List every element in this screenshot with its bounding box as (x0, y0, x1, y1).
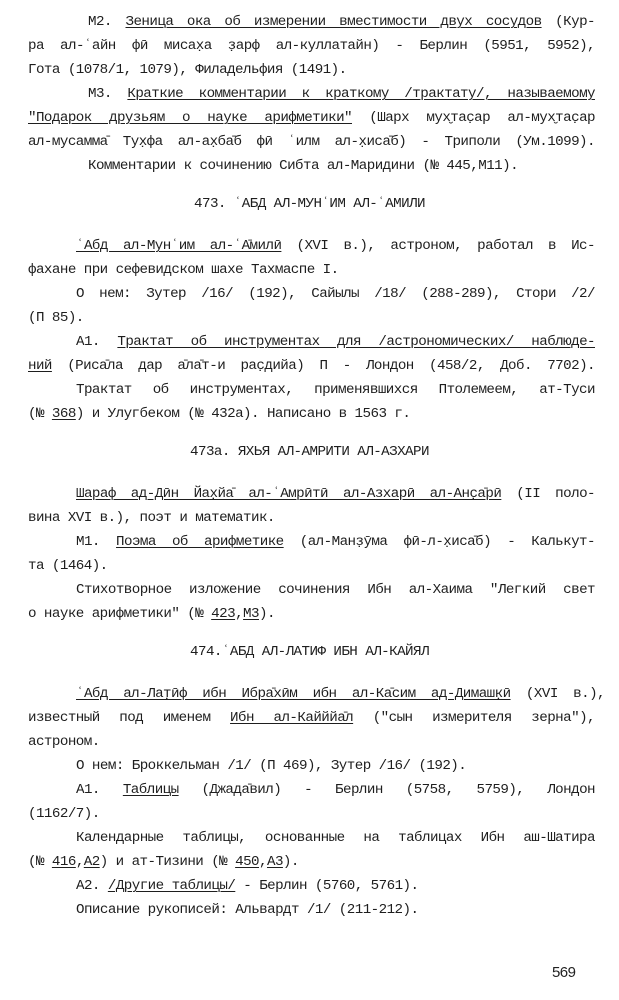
m3-line-1: М3. Краткие комментарии к краткому /трактату/, называемому (88, 86, 595, 102)
s473a-line-5: Стихотворное изложение сочинения Ибн ал-Хаима "Легкий свет (76, 582, 595, 598)
s473a-line-6: о науке арифметики" (№ 423,М3). (28, 606, 275, 622)
s473-line-8: (№ 368) и Улугбеком (№ 432а). Написано в 1563 г. (28, 406, 411, 422)
section-473-title: 473. ʿАБД АЛ-МУНʿИМ АЛ-ʿАМИЛИ (194, 196, 425, 212)
s474-line-7: Календарные таблицы, основанные на таблицах Ибн аш-Шатира (76, 830, 595, 846)
m3-line-2: "Подарок друзьям о науке арифметики" (Шарх мух̮тас̣ар ал-мух̮тас̣ар (28, 110, 595, 126)
m2-line-2: ра ал-ʿайн фӣ мисах̣а з̣арф ал-куллатайн) - Берлин (5951, 5952), (28, 38, 595, 54)
s473-line-6: ний (Риса̄ла дар а̄ла̄т-и рас̣дийа) П - Лондон (458/2, Доб. 7702). (28, 358, 595, 374)
m2-line-3: Гота (1078/1, 1079), Филадельфия (1491). (28, 62, 347, 78)
s474-line-10: Описание рукописей: Альвардт /1/ (211-212). (76, 902, 419, 918)
s473-line-5: А1. Трактат об инструментах для /астрономических/ наблюде- (76, 334, 595, 350)
s473-line-7: Трактат об инструментах, применявшихся Птолемеем, ат-Туси (76, 382, 595, 398)
s474-line-1: ʿАбд ал-Лат̣ӣф ибн Ибра̄хӣм ибн ал-Ка̄сим ад-Димашк̣ӣ (XVI в.), (76, 686, 605, 702)
m2-title-link: Зеница ока об измерении вместимости двух сосудов (125, 14, 542, 30)
s473a-line-1: Шараф ад-Дӣн Йах̣йа̄ ал-ʿАмрӣтӣ ал-Азхарӣ ал-Анс̣а̄рӣ (II поло- (76, 486, 596, 502)
m3-line-3: ал-мусамма̄ Тух̣фа ал-ах̣ба̄б фӣ ʿилм ал-х̣иса̄б) - Триполи (Ум.1099). (28, 134, 595, 150)
s474-line-3: астроном. (28, 734, 100, 750)
section-473a-title: 473а. ЯХЬЯ АЛ-АМРИТИ АЛ-АЗХАРИ (190, 444, 429, 460)
m2-line-1: М2. Зеница ока об измерении вместимости двух сосудов (Кур- (88, 14, 595, 30)
s474-line-8: (№ 416,А2) и ат-Тизини (№ 450,А3). (28, 854, 299, 870)
s473a-line-4: та (1464). (28, 558, 108, 574)
s474-line-5: А1. Таблицы (Джада̄вил) - Берлин (5758, 5759), Лондон (76, 782, 595, 798)
s474-line-4: О нем: Броккельман /1/ (П 469), Зутер /16/ (192). (76, 758, 467, 774)
page-number: 569 (552, 964, 576, 981)
m3-line-4: Комментарии к сочинению Сибта ал-Маридини (№ 445,М11). (88, 158, 519, 174)
s474-line-9: А2. /Другие таблицы/ - Берлин (5760, 5761). (76, 878, 419, 894)
s473a-line-2: вина XVI в.), поэт и математик. (28, 510, 275, 526)
s473a-line-3: М1. Поэма об арифметике (ал-Манз̣ӯма фӣ-л-х̣иса̄б) - Калькут- (76, 534, 595, 550)
s473-line-3: О нем: Зутер /16/ (192), Сайылы /18/ (288-289), Стори /2/ (76, 286, 595, 302)
s473-line-2: фахане при сефевидском шахе Тахмаспе I. (28, 262, 339, 278)
s473-line-1: ʿАбд ал-Мунʿим ал-ʿА̄милӣ (XVI в.), астроном, работал в Ис- (76, 238, 595, 254)
section-474-title: 474.ʿАБД АЛ-ЛАТИФ ИБН АЛ-КАЙЯЛ (190, 644, 429, 660)
s474-line-2: известный под именем Ибн ал-Кайййа̄л ("сын измерителя зерна"), (28, 710, 595, 726)
s473-line-4: (П 85). (28, 310, 84, 326)
s474-line-6: (1162/7). (28, 806, 100, 822)
